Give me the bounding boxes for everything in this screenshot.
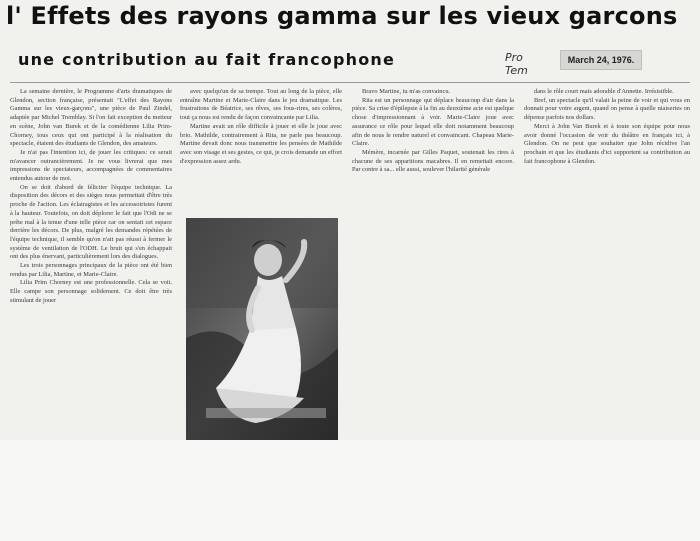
publication-name: Pro Tem [505, 51, 528, 77]
paragraph: avec quelqu'un de sa trempe. Tout au long de la pièce, elle entraîne Martine et Marie-Claire dans le jeu dramatique. Les frustrations de Béatrice, ses rêves, ses fous-rires, ses colères, tout ça nous est rendu de façon convaincante par Lilia. [180, 88, 342, 122]
paragraph: dans le rôle court mais adorable d'Annette. Irrésistible. [534, 88, 674, 95]
paragraph: Je n'ai pas l'intention ici, de jouer les critiques: ce serait m'avancer outrancièrement. Je ne vous livrerai que mes impressions de spectateurs, accompagnées de commentaires entendus autour de moi. [10, 148, 172, 183]
paragraph: Bravo Martine, tu m'as convaincu. [362, 88, 451, 95]
divider [10, 82, 690, 83]
article-column-2 [180, 88, 342, 212]
article-photo [186, 218, 338, 440]
article-subhead: une contribution au fait francophone [18, 50, 396, 69]
article-column-4 [524, 88, 690, 208]
paragraph: Merci à John Van Burek et à toute son équipe pour nous avoir donné l'occasion de voir du théâtre en français ici, à Glendon. On ne peut que souhaiter que John récidive l'an prochain et que les étudiants d'ici supportent sa contribution au fait francophone à Glendon. [524, 122, 690, 165]
paragraph: Mémère, incarnée par Gilles Paquet, soutenait les rires à chacune de ses apparitions macabres. Il en remettait encore. Par contre à sa... elle aussi, soulever l'hilarité générale [352, 148, 514, 174]
paragraph: Lilia Prim Chorney est une professionnelle. Cela se voit. Elle campe son personnage solidement. Ce doit être très stimulant de jouer [10, 279, 172, 304]
paragraph: Les trois personnages principaux de la pièce ont été bien rendus par Lilia, Martine, et Marie-Claire. [10, 262, 172, 278]
article-column-1 [10, 88, 172, 438]
article-headline: l' Effets des rayons gamma sur les vieux garcons [6, 2, 678, 30]
paragraph: Rita est un personnage qui déplace beaucoup d'air dans la pièce. Sa crise d'épilepsie à la fin au deuxième acte est quelque chose d'impressionnant à voir. Marie-Claire joue avec assurance ce rôle pour lequel elle doit notamment beaucoup afin de nous le rendre naturel et convaincant. Chapeau Marie-Claire. [352, 96, 514, 148]
article-column-3 [352, 88, 514, 188]
paragraph: Bref, un spectacle qu'il valait la peine de voir et qui vous en donnait pour votre argent, quand on pense à quelle niaiseries on dépense parfois nos dollars. [524, 96, 690, 122]
paragraph: La semaine dernière, le Programme d'arts dramatiques de Glendon, section française, présentait "L'effet des Rayons Gamma sur les vieux-garçons", une pièce de Paul Zindel, adaptée par Michel Tremblay. Si l'on fait exception du metteur en scène, John van Burek et de la comédienne Lilia Prim-Chorney, tous ceux qui ont participé à la réalisation du spectacle, étaient des étudiants de Glendon, des amateurs. [10, 88, 172, 148]
publication-date: March 24, 1976. [560, 50, 642, 70]
photo-icon [186, 218, 338, 440]
paragraph: Martine avait un rôle difficile à jouer et elle le joue avec brio. Mathilde, contrairement à Rita, ne parle pas beaucoup. Martine devait donc nous transmettre les pensées de Mathilde avec son visage et ses gestes, ce qui, je crois demande un effort d'expression assez ardu. [180, 122, 342, 165]
page-margin [0, 440, 700, 541]
paragraph: On se doit d'abord de féliciter l'équipe technique. La disposition des décors et des sièges nous permettait d'être très proche de l'action. Les éclairagistes et les accessoiristes furent à la hauteur. Toutefois, on doit déplorer le fait que l'Odi ne se prête mal à la tenue d'une telle pièce car on sentait cet espace derrière les décors. De plus, malgré les demandes répétées de l'équipe technique, il semble qu'on n'ait pas réussi à fermer le système de ventilation de l'ODH. Le bruit qui s'en échappait ont des plus énervant, particulièrement lors des dialogues. [10, 183, 172, 261]
